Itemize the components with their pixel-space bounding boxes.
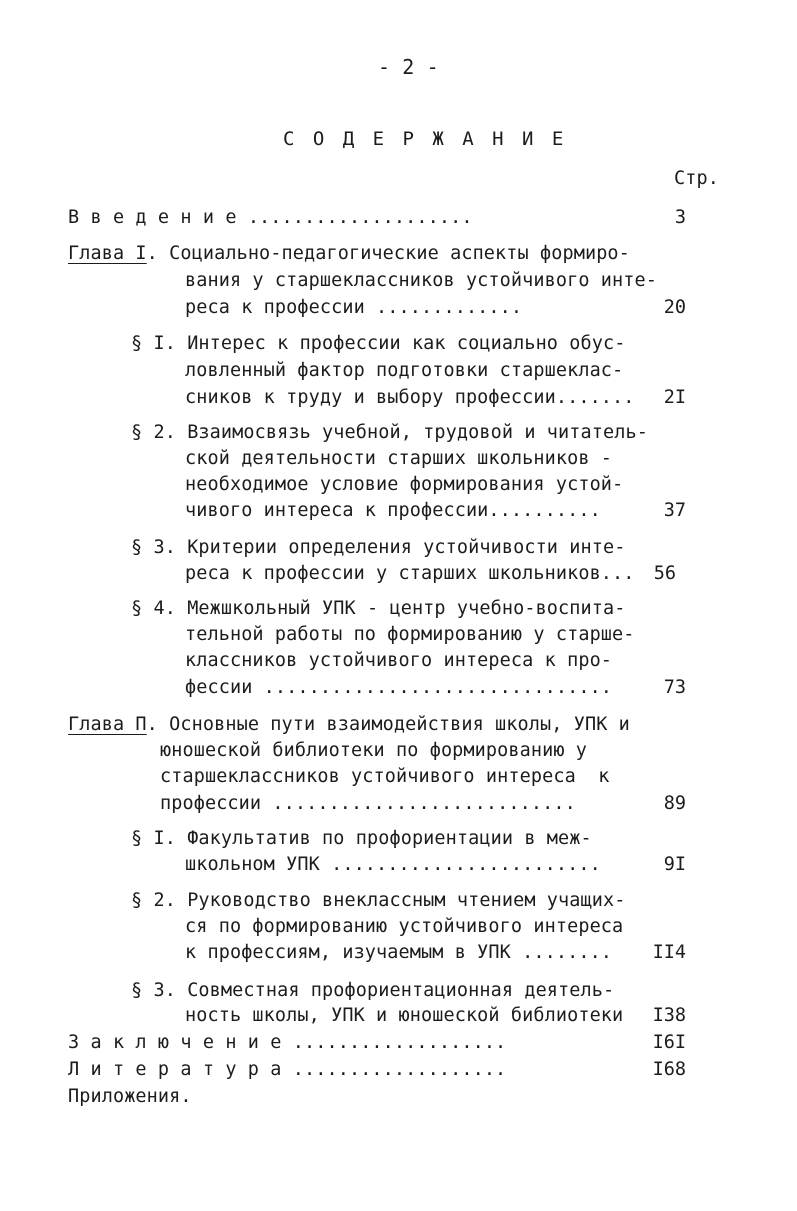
toc-label: З а к л ю ч е н и е <box>68 1032 282 1053</box>
toc-page-number: 9I <box>663 854 686 875</box>
toc-line: ся по формированию устойчивого интереса <box>185 916 624 937</box>
toc-line: § 4. Межшкольный УПК - центр учебно-воспита- <box>131 598 626 619</box>
toc-line: § 3. Критерии определения устойчивости инте- <box>131 537 626 558</box>
chapter-label: Глава I <box>68 243 147 264</box>
toc-line: § 2. Руководство внеклассным чтением учащих- <box>131 890 626 911</box>
toc-line: сников к труду и выбору профессии....... <box>185 387 635 408</box>
toc-line: юношеской библиотеки по формированию у <box>160 740 588 761</box>
page-column-label: Стр. <box>674 168 719 189</box>
toc-line: ность школы, УПК и юношеской библиотеки <box>185 1005 624 1026</box>
toc-entry-appendix: Приложения. <box>68 1086 192 1107</box>
toc-line <box>68 207 473 229</box>
toc-page-number: I38 <box>652 1005 686 1026</box>
toc-page-number: 20 <box>663 297 686 318</box>
toc-page-number: 2I <box>663 387 686 408</box>
toc-page-number: I6I <box>652 1032 686 1053</box>
toc-line: старшеклассников устойчивого интереса к <box>160 766 610 787</box>
toc-leader: .................... <box>236 207 473 228</box>
chapter-title: . Основные пути взаимодействия школы, УПК и <box>146 714 630 735</box>
toc-page-number: II4 <box>652 942 686 963</box>
toc-line: фессии ............................... <box>185 677 613 698</box>
toc-line: тельной работы по формированию у старше- <box>185 624 635 645</box>
toc-line <box>68 714 630 736</box>
toc-line: § 3. Совместная профориентационная деятель- <box>131 980 615 1001</box>
toc-line: реса к профессии у старших школьников... <box>185 563 635 584</box>
page-title: С О Д Е Р Ж А Н И Е <box>283 128 567 150</box>
toc-line: § I. Факультатив по профориентации в меж- <box>131 828 592 849</box>
toc-line: ловленный фактор подготовки старшеклас- <box>185 360 624 381</box>
toc-label: В в е д е н и е <box>68 207 237 228</box>
toc-page-number: 73 <box>663 677 686 698</box>
toc-line: чивого интереса к профессии.......... <box>185 500 601 521</box>
toc-line: классников устойчивого интереса к про- <box>185 650 613 671</box>
page-number: - 2 - <box>378 55 439 79</box>
toc-leader: ................... <box>281 1032 507 1053</box>
toc-line <box>68 243 630 265</box>
toc-line: необходимое условие формирования устой- <box>185 474 624 495</box>
toc-page-number: 56 <box>653 563 676 584</box>
toc-label: Л и т е р а т у р а <box>68 1059 282 1080</box>
toc-page-number: 89 <box>663 793 686 814</box>
toc-line: школьном УПК ........................ <box>185 854 601 875</box>
chapter-title: . Социально-педагогические аспекты формиро- <box>146 243 630 264</box>
toc-line: § I. Интерес к профессии как социально обус- <box>131 333 626 354</box>
toc-leader: ................... <box>281 1059 507 1080</box>
toc-line <box>68 1059 506 1081</box>
toc-line: реса к профессии ............. <box>185 297 523 318</box>
toc-line: к профессиям, изучаемым в УПК ........ <box>185 942 613 963</box>
toc-line: вания у старшеклассников устойчивого инте- <box>185 270 657 291</box>
toc-line: профессии ........................... <box>160 793 576 814</box>
toc-page-number: I68 <box>652 1059 686 1080</box>
chapter-label: Глава П <box>68 714 147 735</box>
toc-line: ской деятельности старших школьников - <box>185 448 613 469</box>
toc-page-number: 3 <box>674 207 686 228</box>
toc-page-number: 37 <box>663 500 686 521</box>
toc-line: § 2. Взаимосвязь учебной, трудовой и читатель- <box>131 422 648 443</box>
toc-line <box>68 1032 506 1054</box>
